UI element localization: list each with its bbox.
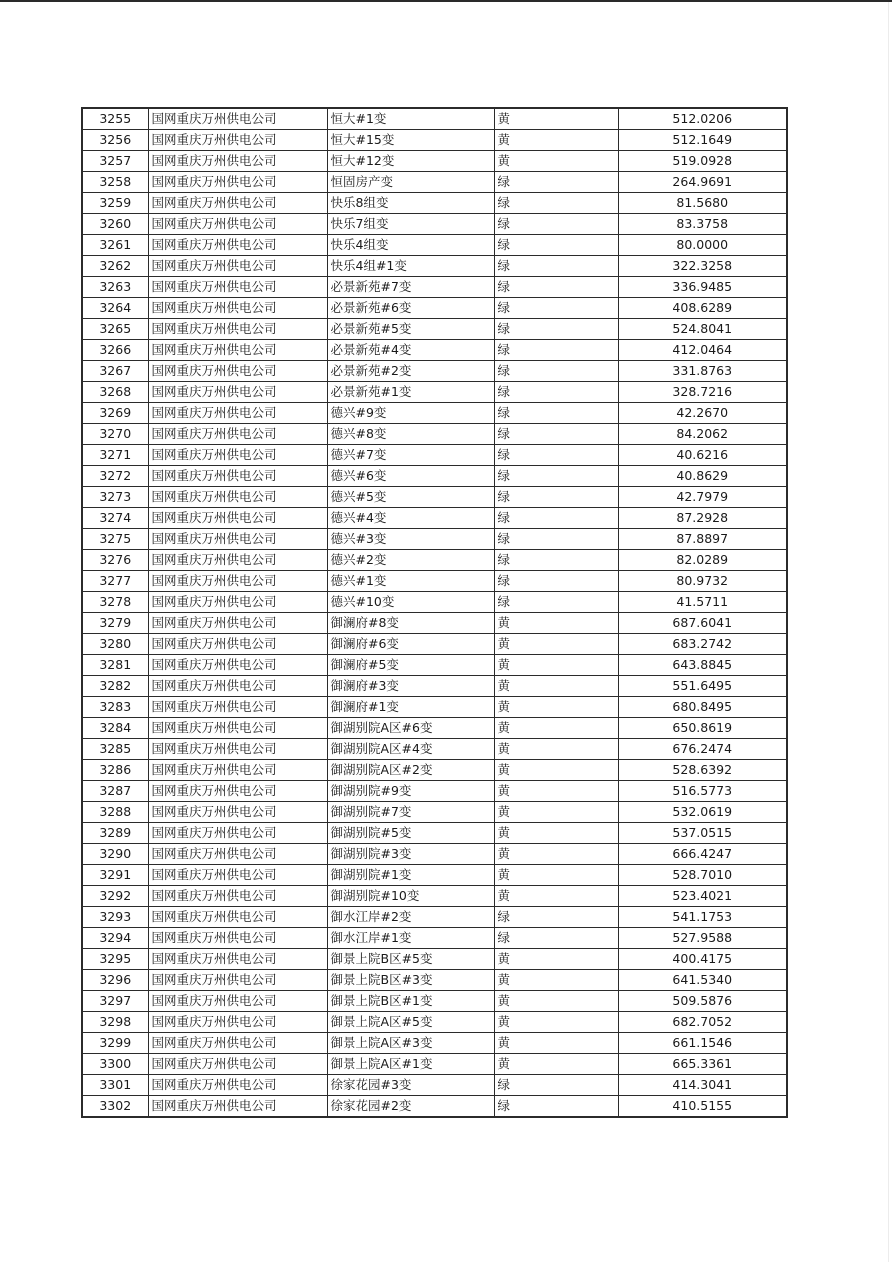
load-value: 650.8619	[618, 718, 787, 739]
row-id: 3271	[82, 445, 148, 466]
station-name: 御湖别院#10变	[327, 886, 494, 907]
load-value: 661.1546	[618, 1033, 787, 1054]
table-body	[82, 108, 787, 1117]
table-row	[82, 1012, 787, 1033]
load-value: 42.7979	[618, 487, 787, 508]
row-id: 3302	[82, 1096, 148, 1118]
row-id: 3260	[82, 214, 148, 235]
company-name: 国网重庆万州供电公司	[148, 550, 327, 571]
station-name: 德兴#3变	[327, 529, 494, 550]
table-row	[82, 235, 787, 256]
row-id: 3269	[82, 403, 148, 424]
row-id: 3280	[82, 634, 148, 655]
status-level: 黄	[494, 949, 618, 970]
row-id: 3286	[82, 760, 148, 781]
company-name: 国网重庆万州供电公司	[148, 739, 327, 760]
row-id: 3299	[82, 1033, 148, 1054]
station-name: 御湖别院#9变	[327, 781, 494, 802]
station-name: 德兴#6变	[327, 466, 494, 487]
table-row	[82, 718, 787, 739]
station-name: 恒大#12变	[327, 151, 494, 172]
company-name: 国网重庆万州供电公司	[148, 928, 327, 949]
table-row	[82, 1033, 787, 1054]
table-row	[82, 655, 787, 676]
status-level: 绿	[494, 382, 618, 403]
company-name: 国网重庆万州供电公司	[148, 424, 327, 445]
company-name: 国网重庆万州供电公司	[148, 760, 327, 781]
load-value: 528.6392	[618, 760, 787, 781]
station-name: 德兴#1变	[327, 571, 494, 592]
table-row	[82, 130, 787, 151]
status-level: 绿	[494, 256, 618, 277]
table-row	[82, 823, 787, 844]
station-name: 御湖别院A区#4变	[327, 739, 494, 760]
table-row	[82, 529, 787, 550]
company-name: 国网重庆万州供电公司	[148, 592, 327, 613]
table-row	[82, 949, 787, 970]
company-name: 国网重庆万州供电公司	[148, 697, 327, 718]
row-id: 3255	[82, 108, 148, 130]
row-id: 3273	[82, 487, 148, 508]
company-name: 国网重庆万州供电公司	[148, 319, 327, 340]
status-level: 黄	[494, 151, 618, 172]
load-value: 680.8495	[618, 697, 787, 718]
station-name: 御水江岸#2变	[327, 907, 494, 928]
company-name: 国网重庆万州供电公司	[148, 571, 327, 592]
status-level: 绿	[494, 592, 618, 613]
load-value: 665.3361	[618, 1054, 787, 1075]
row-id: 3274	[82, 508, 148, 529]
row-id: 3277	[82, 571, 148, 592]
status-level: 绿	[494, 214, 618, 235]
station-name: 必景新苑#6变	[327, 298, 494, 319]
row-id: 3272	[82, 466, 148, 487]
load-value: 84.2062	[618, 424, 787, 445]
load-value: 687.6041	[618, 613, 787, 634]
table-row	[82, 382, 787, 403]
company-name: 国网重庆万州供电公司	[148, 1096, 327, 1118]
status-level: 黄	[494, 634, 618, 655]
load-value: 40.6216	[618, 445, 787, 466]
load-value: 512.1649	[618, 130, 787, 151]
row-id: 3279	[82, 613, 148, 634]
row-id: 3263	[82, 277, 148, 298]
table-row	[82, 634, 787, 655]
table-row	[82, 424, 787, 445]
status-level: 绿	[494, 1096, 618, 1118]
company-name: 国网重庆万州供电公司	[148, 382, 327, 403]
row-id: 3268	[82, 382, 148, 403]
load-value: 509.5876	[618, 991, 787, 1012]
status-level: 黄	[494, 739, 618, 760]
table-row	[82, 781, 787, 802]
status-level: 黄	[494, 1054, 618, 1075]
status-level: 黄	[494, 781, 618, 802]
table-row	[82, 970, 787, 991]
station-name: 御水江岸#1变	[327, 928, 494, 949]
station-name: 徐家花园#2变	[327, 1096, 494, 1118]
company-name: 国网重庆万州供电公司	[148, 277, 327, 298]
page-right-edge	[888, 2, 889, 1262]
data-table	[81, 107, 788, 1118]
company-name: 国网重庆万州供电公司	[148, 655, 327, 676]
load-value: 523.4021	[618, 886, 787, 907]
status-level: 黄	[494, 886, 618, 907]
row-id: 3285	[82, 739, 148, 760]
status-level: 黄	[494, 802, 618, 823]
status-level: 绿	[494, 319, 618, 340]
table-row	[82, 361, 787, 382]
table-row	[82, 676, 787, 697]
status-level: 绿	[494, 550, 618, 571]
load-value: 524.8041	[618, 319, 787, 340]
load-value: 40.8629	[618, 466, 787, 487]
table-row	[82, 508, 787, 529]
table-row	[82, 214, 787, 235]
status-level: 黄	[494, 991, 618, 1012]
company-name: 国网重庆万州供电公司	[148, 676, 327, 697]
load-value: 414.3041	[618, 1075, 787, 1096]
load-value: 264.9691	[618, 172, 787, 193]
load-value: 82.0289	[618, 550, 787, 571]
row-id: 3292	[82, 886, 148, 907]
station-name: 御湖别院A区#2变	[327, 760, 494, 781]
load-value: 328.7216	[618, 382, 787, 403]
load-value: 331.8763	[618, 361, 787, 382]
company-name: 国网重庆万州供电公司	[148, 361, 327, 382]
row-id: 3267	[82, 361, 148, 382]
load-value: 87.2928	[618, 508, 787, 529]
row-id: 3297	[82, 991, 148, 1012]
row-id: 3256	[82, 130, 148, 151]
row-id: 3270	[82, 424, 148, 445]
status-level: 绿	[494, 466, 618, 487]
company-name: 国网重庆万州供电公司	[148, 907, 327, 928]
row-id: 3261	[82, 235, 148, 256]
load-value: 408.6289	[618, 298, 787, 319]
load-value: 519.0928	[618, 151, 787, 172]
row-id: 3276	[82, 550, 148, 571]
company-name: 国网重庆万州供电公司	[148, 1054, 327, 1075]
company-name: 国网重庆万州供电公司	[148, 340, 327, 361]
company-name: 国网重庆万州供电公司	[148, 151, 327, 172]
company-name: 国网重庆万州供电公司	[148, 949, 327, 970]
status-level: 黄	[494, 613, 618, 634]
load-value: 81.5680	[618, 193, 787, 214]
page-top-rule	[0, 0, 892, 2]
row-id: 3262	[82, 256, 148, 277]
row-id: 3281	[82, 655, 148, 676]
status-level: 绿	[494, 487, 618, 508]
table-row	[82, 487, 787, 508]
status-level: 绿	[494, 529, 618, 550]
station-name: 必景新苑#7变	[327, 277, 494, 298]
row-id: 3265	[82, 319, 148, 340]
station-name: 德兴#7变	[327, 445, 494, 466]
company-name: 国网重庆万州供电公司	[148, 991, 327, 1012]
load-value: 532.0619	[618, 802, 787, 823]
load-value: 322.3258	[618, 256, 787, 277]
load-value: 336.9485	[618, 277, 787, 298]
company-name: 国网重庆万州供电公司	[148, 634, 327, 655]
table-row	[82, 844, 787, 865]
table-row	[82, 108, 787, 130]
load-value: 528.7010	[618, 865, 787, 886]
company-name: 国网重庆万州供电公司	[148, 1033, 327, 1054]
row-id: 3287	[82, 781, 148, 802]
status-level: 黄	[494, 1033, 618, 1054]
row-id: 3295	[82, 949, 148, 970]
station-name: 恒大#15变	[327, 130, 494, 151]
company-name: 国网重庆万州供电公司	[148, 1075, 327, 1096]
company-name: 国网重庆万州供电公司	[148, 802, 327, 823]
table-row	[82, 172, 787, 193]
row-id: 3290	[82, 844, 148, 865]
company-name: 国网重庆万州供电公司	[148, 844, 327, 865]
load-value: 412.0464	[618, 340, 787, 361]
station-name: 德兴#2变	[327, 550, 494, 571]
station-name: 御湖别院#3变	[327, 844, 494, 865]
status-level: 黄	[494, 655, 618, 676]
row-id: 3259	[82, 193, 148, 214]
load-value: 641.5340	[618, 970, 787, 991]
table-row	[82, 193, 787, 214]
status-level: 黄	[494, 970, 618, 991]
table-row	[82, 319, 787, 340]
station-name: 御景上院A区#3变	[327, 1033, 494, 1054]
table-row	[82, 928, 787, 949]
table-row	[82, 907, 787, 928]
company-name: 国网重庆万州供电公司	[148, 193, 327, 214]
table-row	[82, 550, 787, 571]
company-name: 国网重庆万州供电公司	[148, 403, 327, 424]
station-name: 御景上院A区#5变	[327, 1012, 494, 1033]
load-value: 80.0000	[618, 235, 787, 256]
load-value: 41.5711	[618, 592, 787, 613]
status-level: 黄	[494, 718, 618, 739]
table-row	[82, 1096, 787, 1118]
company-name: 国网重庆万州供电公司	[148, 970, 327, 991]
company-name: 国网重庆万州供电公司	[148, 298, 327, 319]
station-name: 御景上院B区#5变	[327, 949, 494, 970]
row-id: 3293	[82, 907, 148, 928]
row-id: 3275	[82, 529, 148, 550]
station-name: 必景新苑#4变	[327, 340, 494, 361]
station-name: 御澜府#5变	[327, 655, 494, 676]
station-name: 德兴#10变	[327, 592, 494, 613]
load-value: 83.3758	[618, 214, 787, 235]
station-name: 德兴#4变	[327, 508, 494, 529]
company-name: 国网重庆万州供电公司	[148, 235, 327, 256]
company-name: 国网重庆万州供电公司	[148, 214, 327, 235]
row-id: 3296	[82, 970, 148, 991]
table-row	[82, 277, 787, 298]
station-name: 德兴#5变	[327, 487, 494, 508]
station-name: 御景上院B区#3变	[327, 970, 494, 991]
station-name: 德兴#9变	[327, 403, 494, 424]
station-name: 御澜府#8变	[327, 613, 494, 634]
company-name: 国网重庆万州供电公司	[148, 781, 327, 802]
station-name: 恒大#1变	[327, 108, 494, 130]
table-row	[82, 760, 787, 781]
company-name: 国网重庆万州供电公司	[148, 865, 327, 886]
row-id: 3283	[82, 697, 148, 718]
load-value: 666.4247	[618, 844, 787, 865]
station-name: 快乐4组#1变	[327, 256, 494, 277]
load-value: 676.2474	[618, 739, 787, 760]
company-name: 国网重庆万州供电公司	[148, 718, 327, 739]
load-value: 682.7052	[618, 1012, 787, 1033]
table-row	[82, 592, 787, 613]
load-value: 400.4175	[618, 949, 787, 970]
status-level: 绿	[494, 403, 618, 424]
status-level: 黄	[494, 865, 618, 886]
station-name: 御澜府#6变	[327, 634, 494, 655]
status-level: 黄	[494, 823, 618, 844]
load-value: 643.8845	[618, 655, 787, 676]
station-name: 御澜府#1变	[327, 697, 494, 718]
company-name: 国网重庆万州供电公司	[148, 1012, 327, 1033]
table-row	[82, 1054, 787, 1075]
load-value: 80.9732	[618, 571, 787, 592]
table-row	[82, 445, 787, 466]
station-name: 御澜府#3变	[327, 676, 494, 697]
row-id: 3289	[82, 823, 148, 844]
table-row	[82, 697, 787, 718]
load-value: 512.0206	[618, 108, 787, 130]
status-level: 绿	[494, 235, 618, 256]
company-name: 国网重庆万州供电公司	[148, 613, 327, 634]
status-level: 绿	[494, 193, 618, 214]
row-id: 3266	[82, 340, 148, 361]
company-name: 国网重庆万州供电公司	[148, 445, 327, 466]
table-row	[82, 991, 787, 1012]
station-name: 必景新苑#2变	[327, 361, 494, 382]
load-value: 537.0515	[618, 823, 787, 844]
company-name: 国网重庆万州供电公司	[148, 886, 327, 907]
company-name: 国网重庆万州供电公司	[148, 256, 327, 277]
station-name: 御湖别院#7变	[327, 802, 494, 823]
station-name: 快乐8组变	[327, 193, 494, 214]
table-row	[82, 739, 787, 760]
station-name: 快乐4组变	[327, 235, 494, 256]
company-name: 国网重庆万州供电公司	[148, 172, 327, 193]
status-level: 绿	[494, 445, 618, 466]
company-name: 国网重庆万州供电公司	[148, 466, 327, 487]
row-id: 3258	[82, 172, 148, 193]
station-name: 德兴#8变	[327, 424, 494, 445]
status-level: 绿	[494, 571, 618, 592]
table-row	[82, 256, 787, 277]
load-value: 683.2742	[618, 634, 787, 655]
load-value: 551.6495	[618, 676, 787, 697]
company-name: 国网重庆万州供电公司	[148, 508, 327, 529]
status-level: 绿	[494, 928, 618, 949]
status-level: 绿	[494, 172, 618, 193]
row-id: 3284	[82, 718, 148, 739]
status-level: 绿	[494, 508, 618, 529]
load-value: 516.5773	[618, 781, 787, 802]
station-name: 徐家花园#3变	[327, 1075, 494, 1096]
row-id: 3264	[82, 298, 148, 319]
table-row	[82, 466, 787, 487]
table-row	[82, 886, 787, 907]
table-row	[82, 298, 787, 319]
row-id: 3300	[82, 1054, 148, 1075]
status-level: 黄	[494, 844, 618, 865]
station-name: 御湖别院#5变	[327, 823, 494, 844]
station-name: 御湖别院#1变	[327, 865, 494, 886]
table-row	[82, 802, 787, 823]
status-level: 绿	[494, 277, 618, 298]
status-level: 绿	[494, 907, 618, 928]
company-name: 国网重庆万州供电公司	[148, 823, 327, 844]
row-id: 3257	[82, 151, 148, 172]
status-level: 黄	[494, 130, 618, 151]
table-row	[82, 613, 787, 634]
company-name: 国网重庆万州供电公司	[148, 130, 327, 151]
station-name: 必景新苑#5变	[327, 319, 494, 340]
company-name: 国网重庆万州供电公司	[148, 529, 327, 550]
status-level: 黄	[494, 1012, 618, 1033]
row-id: 3288	[82, 802, 148, 823]
row-id: 3282	[82, 676, 148, 697]
status-level: 绿	[494, 361, 618, 382]
row-id: 3301	[82, 1075, 148, 1096]
table-row	[82, 571, 787, 592]
status-level: 绿	[494, 340, 618, 361]
status-level: 绿	[494, 298, 618, 319]
row-id: 3278	[82, 592, 148, 613]
status-level: 黄	[494, 760, 618, 781]
table-row	[82, 151, 787, 172]
station-name: 御景上院B区#1变	[327, 991, 494, 1012]
load-value: 410.5155	[618, 1096, 787, 1118]
row-id: 3298	[82, 1012, 148, 1033]
station-name: 御景上院A区#1变	[327, 1054, 494, 1075]
table-row	[82, 1075, 787, 1096]
station-name: 恒固房产变	[327, 172, 494, 193]
company-name: 国网重庆万州供电公司	[148, 108, 327, 130]
status-level: 黄	[494, 676, 618, 697]
load-value: 87.8897	[618, 529, 787, 550]
status-level: 绿	[494, 1075, 618, 1096]
station-name: 快乐7组变	[327, 214, 494, 235]
station-name: 御湖别院A区#6变	[327, 718, 494, 739]
station-name: 必景新苑#1变	[327, 382, 494, 403]
table-row	[82, 403, 787, 424]
load-value: 42.2670	[618, 403, 787, 424]
table-row	[82, 340, 787, 361]
load-value: 527.9588	[618, 928, 787, 949]
status-level: 黄	[494, 697, 618, 718]
company-name: 国网重庆万州供电公司	[148, 487, 327, 508]
table-row	[82, 865, 787, 886]
row-id: 3291	[82, 865, 148, 886]
status-level: 绿	[494, 424, 618, 445]
load-value: 541.1753	[618, 907, 787, 928]
status-level: 黄	[494, 108, 618, 130]
row-id: 3294	[82, 928, 148, 949]
